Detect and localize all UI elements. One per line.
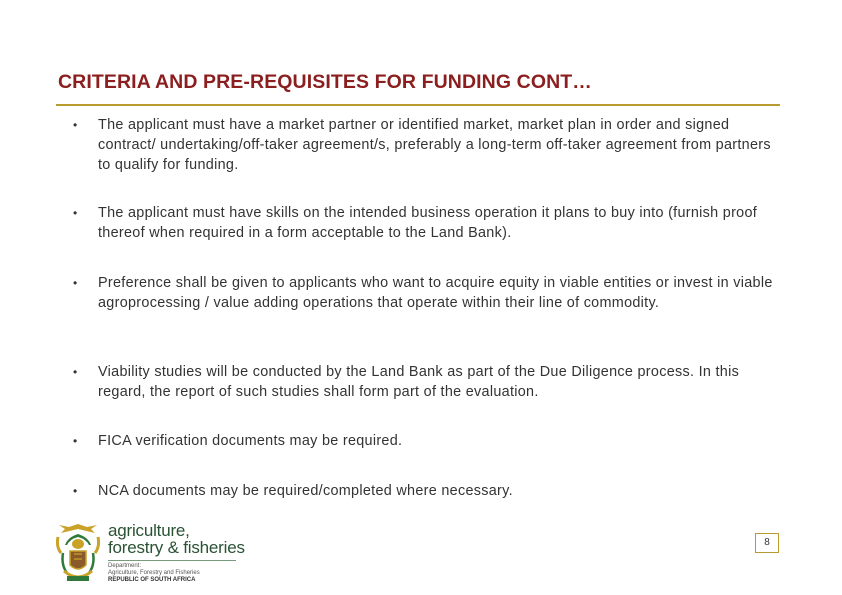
bullet-icon: • [73,206,78,220]
bullet-icon: • [73,484,78,498]
list-item-text: Viability studies will be conducted by the Land Bank as part of the Due Diligence process. In this regard, the report of such studies shall form part of the evaluation. [98,364,740,400]
list-item-text: NCA documents may be required/completed where necessary. [98,483,513,499]
list-item [73,115,773,175]
logo-line-1: agriculture, [108,521,190,540]
list-item-text: Preference shall be given to applicants who want to acquire equity in viable entities or invest in viable agroprocessing / value adding operations that operate within their line of commodity. [98,275,773,311]
department-logo [55,520,255,590]
bullet-icon: • [73,434,78,448]
list-item [73,203,773,243]
list-item [73,481,773,501]
title-divider [56,104,780,106]
list-item-text: FICA verification documents may be required. [98,433,403,449]
slide-title: CRITERIA AND PRE-REQUISITES FOR FUNDING CONT… [58,71,592,93]
logo-divider [108,560,236,561]
bullet-icon: • [73,365,78,379]
coat-of-arms-icon [55,523,101,585]
list-item [73,273,773,313]
logo-dept-name: Agriculture, Forestry and Fisheries [108,570,200,576]
logo-line-2: forestry & fisheries [108,538,245,557]
list-item [73,362,773,402]
list-item-text: The applicant must have skills on the intended business operation it plans to buy into (furnish proof thereof when required in a form acceptable to the Land Bank). [98,205,758,241]
page-number: 8 [755,533,779,553]
bullet-icon: • [73,276,78,290]
logo-dept-label: Department: [108,563,142,569]
logo-country: REPUBLIC OF SOUTH AFRICA [108,577,196,583]
list-item [73,431,773,451]
list-item-text: The applicant must have a market partner or identified market, market plan in order and signed contract/ undertaking/off-taker agreement/s, preferably a long-term off-taker agreement from partners to qualify for funding. [98,117,771,173]
bullet-icon: • [73,118,78,132]
